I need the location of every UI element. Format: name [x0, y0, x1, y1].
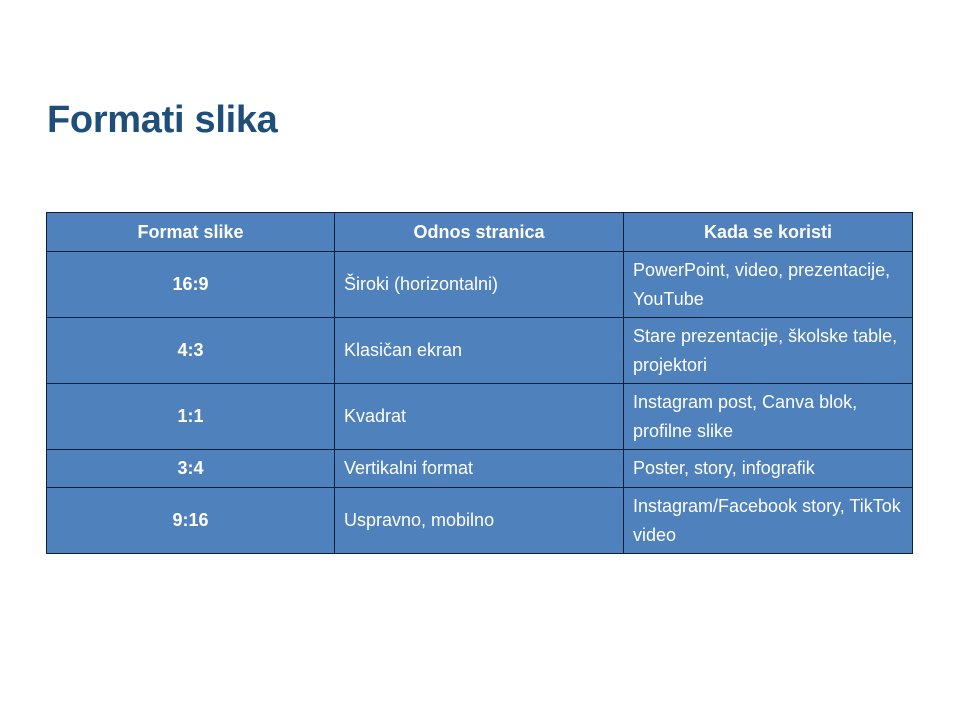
table-header [47, 213, 913, 252]
cell-aspect-ratio: Klasičan ekran [335, 318, 624, 384]
header-aspect-ratio: Odnos stranica [335, 213, 624, 252]
cell-format: 9:16 [47, 488, 335, 554]
cell-aspect-ratio: Kvadrat [335, 384, 624, 450]
slide-title: Formati slika [47, 99, 278, 141]
table-row [47, 318, 913, 384]
formats-table-container [46, 212, 912, 554]
cell-aspect-ratio: Široki (horizontalni) [335, 252, 624, 318]
table-row [47, 488, 913, 554]
cell-format: 16:9 [47, 252, 335, 318]
formats-table [46, 212, 913, 554]
header-usage: Kada se koristi [624, 213, 913, 252]
header-format: Format slike [47, 213, 335, 252]
cell-format: 1:1 [47, 384, 335, 450]
cell-usage: Stare prezentacije, školske table, projektori [624, 318, 913, 384]
cell-aspect-ratio: Vertikalni format [335, 450, 624, 488]
table-row [47, 252, 913, 318]
cell-usage: PowerPoint, video, prezentacije, YouTube [624, 252, 913, 318]
cell-usage: Poster, story, infografik [624, 450, 913, 488]
table-row [47, 384, 913, 450]
table-row [47, 450, 913, 488]
cell-aspect-ratio: Uspravno, mobilno [335, 488, 624, 554]
table-body [47, 252, 913, 554]
header-row [47, 213, 913, 252]
cell-usage: Instagram post, Canva blok, profilne slike [624, 384, 913, 450]
cell-usage: Instagram/Facebook story, TikTok video [624, 488, 913, 554]
cell-format: 4:3 [47, 318, 335, 384]
cell-format: 3:4 [47, 450, 335, 488]
